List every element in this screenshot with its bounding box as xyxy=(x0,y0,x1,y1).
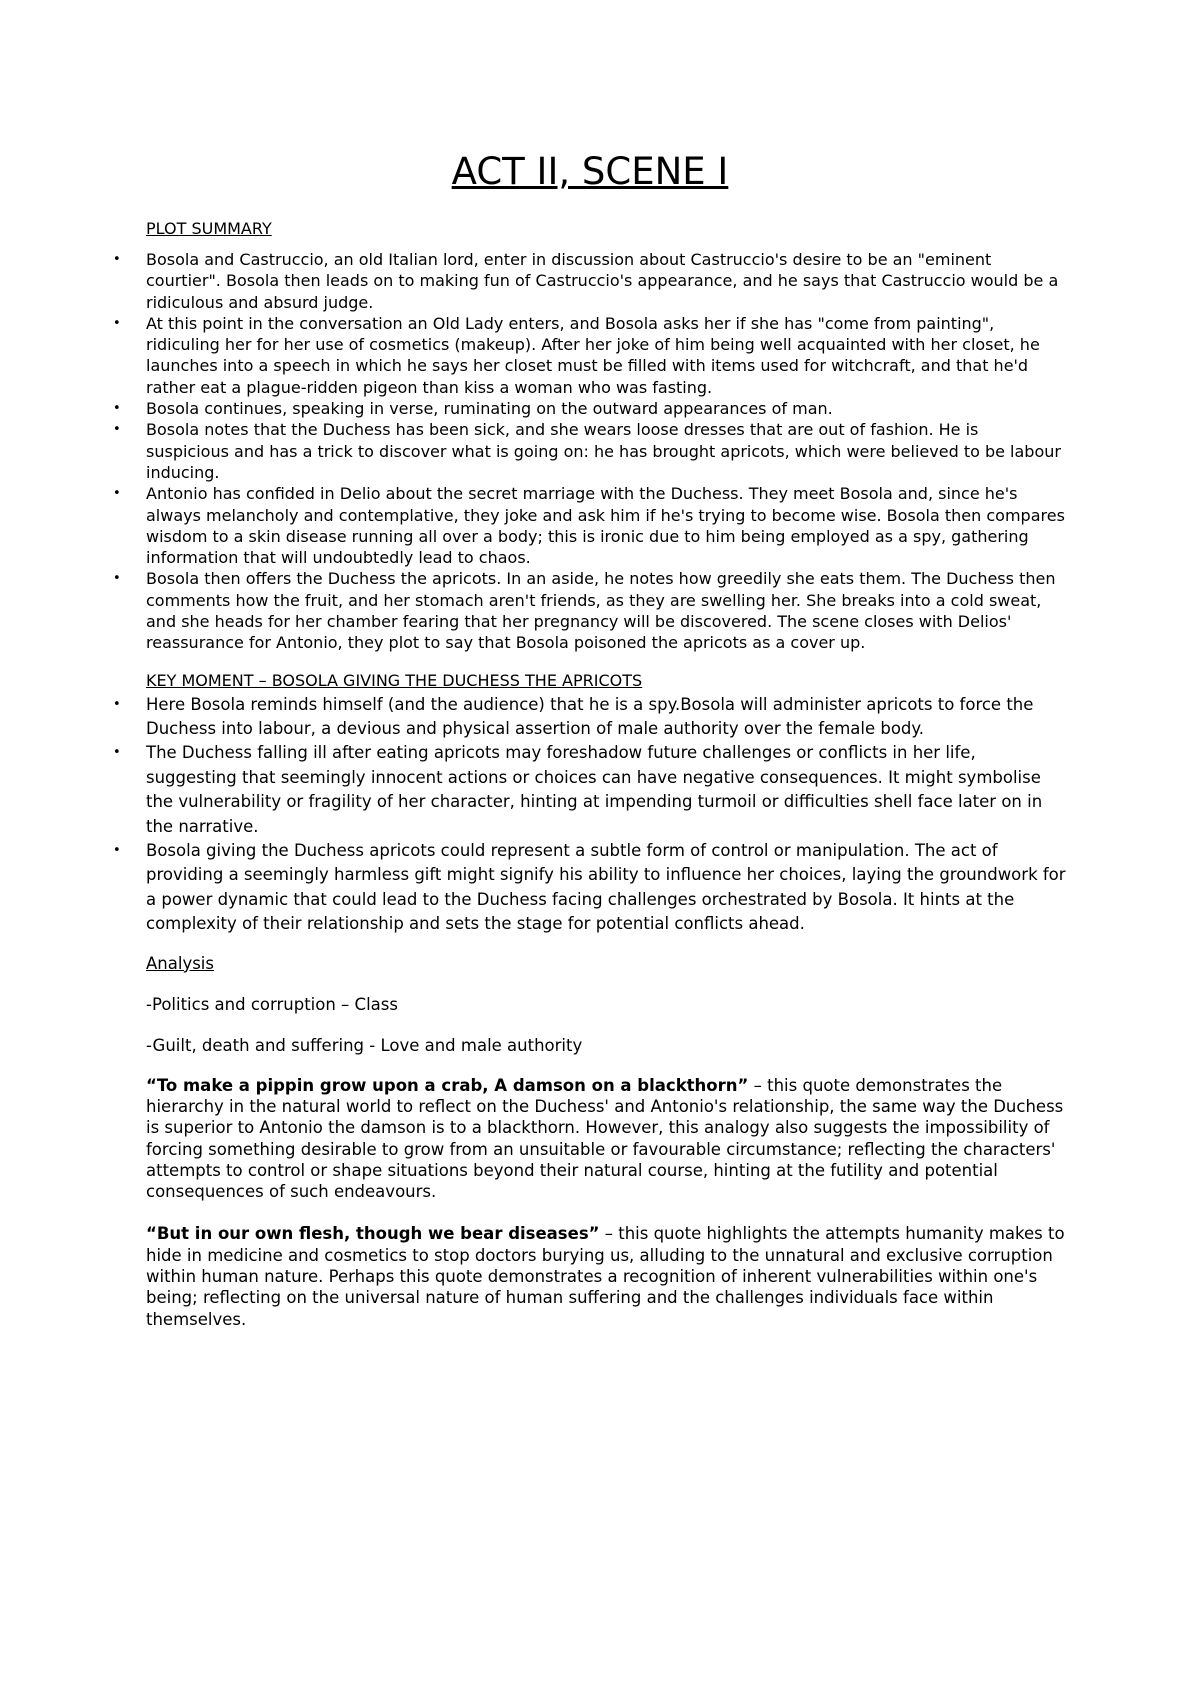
list-item: • Antonio has confided in Delio about the secret marriage with the Duchess. They meet Bosola and, since he's always melancholy and contemplative, they joke and ask him if he's trying to become wise. Bosola then compares wisdom to a skin disease running all over a body; this is ironic due to him being employed as a spy, gathering information that will undoubtedly lead to chaos. xyxy=(113,484,1065,568)
key-moment-heading: KEY MOMENT – BOSOLA GIVING THE DUCHESS THE APRICOTS xyxy=(146,670,643,690)
quote-paragraph xyxy=(146,1075,1066,1203)
plot-summary-heading: PLOT SUMMARY xyxy=(146,219,272,238)
bullet-icon: • xyxy=(113,252,121,267)
list-item: • Here Bosola reminds himself (and the audience) that he is a spy.Bosola will administer apricots to force the Duchess into labour, a devious and physical assertion of male authority over the female body. xyxy=(113,694,1034,739)
theme-line: -Guilt, death and suffering - Love and male authority xyxy=(146,1035,583,1055)
key-moment-list xyxy=(113,693,1066,937)
quote-text: “But in our own flesh, though we bear diseases” xyxy=(146,1224,600,1244)
list-item: • Bosola giving the Duchess apricots could represent a subtle form of control or manipulation. The act of providing a seemingly harmless gift might signify his ability to influence her choices, laying the groundwork for a power dynamic that could lead to the Duchess facing challenges orchestrated by Bosola. It hints at the complexity of their relationship and sets the stage for potential conflicts ahead. xyxy=(113,841,1066,934)
list-item: • Bosola notes that the Duchess has been sick, and she wears loose dresses that are out of fashion. He is suspicious and has a trick to discover what is going on: he has brought apricots, which were believed to be labour inducing. xyxy=(113,420,1061,482)
bullet-icon: • xyxy=(113,315,121,331)
quote-commentary: – this quote demonstrates the hierarchy in the natural world to reflect on the Duchess' and Antonio's relationship, the same way the Duchess is superior to Antonio the damson is to a blackthorn. However, this analogy also suggests the impossibility of forcing something desirable to grow from an unsuitable or favourable circumstance; reflecting the characters' attempts to control or shape situations beyond their natural course, hinting at the futility and potential consequences of such endeavours. xyxy=(146,1075,1064,1202)
bullet-icon: • xyxy=(113,401,121,417)
plot-summary-list xyxy=(113,249,1066,654)
quote-paragraph xyxy=(146,1223,1066,1329)
bullet-icon: • xyxy=(113,422,121,438)
bullet-icon: • xyxy=(113,571,121,587)
quote-text: “To make a pippin grow upon a crab, A damson on a blackthorn” xyxy=(146,1075,749,1095)
list-item: • Bosola and Castruccio, an old Italian lord, enter in discussion about Castruccio's desire to be an "eminent courtier". Bosola then leads on to making fun of Castruccio's appearance, and he says that Castruccio would be a ridiculous and absurd judge. xyxy=(113,250,1059,312)
document-body xyxy=(113,218,1066,1330)
bullet-icon: • xyxy=(113,745,121,761)
bullet-icon: • xyxy=(113,696,121,712)
list-item: • The Duchess falling ill after eating apricots may foreshadow future challenges or conflicts in her life, suggesting that seemingly innocent actions or choices can have negative consequences. It might symbolise the vulnerability or fragility of her character, hinting at impending turmoil or difficulties shell face later on in the narrative. xyxy=(113,743,1043,836)
bullet-icon: • xyxy=(113,486,121,502)
list-item: • Bosola continues, speaking in verse, ruminating on the outward appearances of man. xyxy=(113,399,833,419)
page-title: ACT II, SCENE I xyxy=(451,150,729,193)
theme-line: -Politics and corruption – Class xyxy=(146,994,398,1014)
list-item: • Bosola then offers the Duchess the apricots. In an aside, he notes how greedily she eats them. The Duchess then comments how the fruit, and her stomach aren't friends, as they are swelling her. She breaks into a cold sweat, and she heads for her chamber fearing that her pregnancy will be discovered. The scene closes with Delios' reassurance for Antonio, they plot to say that Bosola poisoned the apricots as a cover up. xyxy=(113,569,1056,653)
analysis-heading: Analysis xyxy=(146,953,214,973)
bullet-icon: • xyxy=(113,843,121,859)
list-item: • At this point in the conversation an Old Lady enters, and Bosola asks her if she has "come from painting", ridiculing her for her use of cosmetics (makeup). After her joke of him being well acquainted with her closet, he launches into a speech in which he says her closet must be filled with items used for witchcraft, and that he'd rather eat a plague-ridden pigeon than kiss a woman who was fasting. xyxy=(113,313,1040,397)
quote-commentary: – this quote highlights the attempts humanity makes to hide in medicine and cosmetics to stop doctors burying us, alluding to the unnatural and exclusive corruption within human nature. Perhaps this quote demonstrates a recognition of inherent vulnerabilities within one's being; reflecting on the universal nature of human suffering and the challenges individuals face within themselves. xyxy=(146,1224,1065,1329)
